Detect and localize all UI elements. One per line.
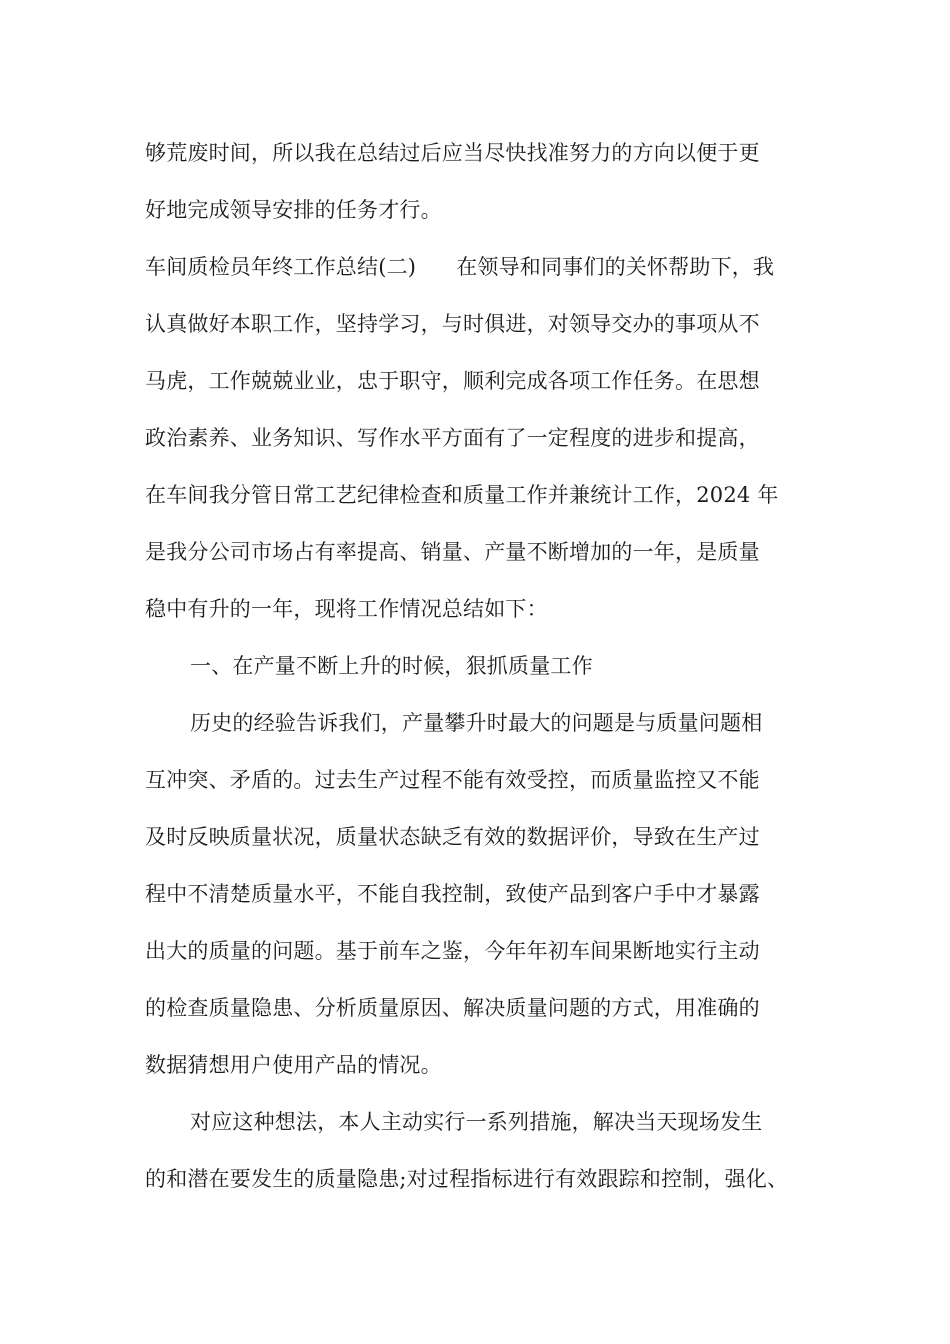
text-line: 历史的经验告诉我们，产量攀升时最大的问题是与质量问题相 bbox=[190, 711, 763, 735]
text-line: 的和潜在要发生的质量隐患;对过程指标进行有效跟踪和控制，强化、 bbox=[145, 1167, 789, 1191]
text-line: 对应这种想法，本人主动实行一系列措施，解决当天现场发生 bbox=[190, 1110, 763, 1134]
text-line: 够荒废时间，所以我在总结过后应当尽快找准努力的方向以便于更 bbox=[145, 141, 760, 165]
section-heading-line bbox=[145, 253, 825, 281]
text-line: 程中不清楚质量水平，不能自我控制，致使产品到客户手中才暴露 bbox=[145, 882, 760, 906]
text-line: 数据猜想用户使用产品的情况。 bbox=[145, 1053, 442, 1077]
text-line: 马虎，工作兢兢业业，忠于职守，顺利完成各项工作任务。在思想 bbox=[145, 369, 760, 393]
text-line: 是我分公司市场占有率提高、销量、产量不断增加的一年，是质量 bbox=[145, 540, 760, 564]
text-line: 在车间我分管日常工艺纪律检查和质量工作并兼统计工作，2024 年 bbox=[145, 483, 779, 507]
text-fragment: 在领导和同事们的关怀帮助下，我 bbox=[456, 255, 775, 279]
text-line: 认真做好本职工作，坚持学习，与时俱进，对领导交办的事项从不 bbox=[145, 312, 760, 336]
section-title: 车间质检员年终工作总结(二) bbox=[145, 255, 417, 279]
text-line: 稳中有升的一年，现将工作情况总结如下： bbox=[145, 597, 548, 621]
subheading-line: 一、在产量不断上升的时候，狠抓质量工作 bbox=[190, 654, 593, 678]
text-line: 互冲突、矛盾的。过去生产过程不能有效受控，而质量监控又不能 bbox=[145, 768, 760, 792]
text-line: 出大的质量的问题。基于前车之鉴，今年年初车间果断地实行主动 bbox=[145, 939, 760, 963]
text-line: 政治素养、业务知识、写作水平方面有了一定程度的进步和提高， bbox=[145, 426, 760, 450]
text-line: 的检查质量隐患、分析质量原因、解决质量问题的方式，用准确的 bbox=[145, 996, 760, 1020]
text-line: 好地完成领导安排的任务才行。 bbox=[145, 198, 442, 222]
text-line: 及时反映质量状况，质量状态缺乏有效的数据评价，导致在生产过 bbox=[145, 825, 760, 849]
